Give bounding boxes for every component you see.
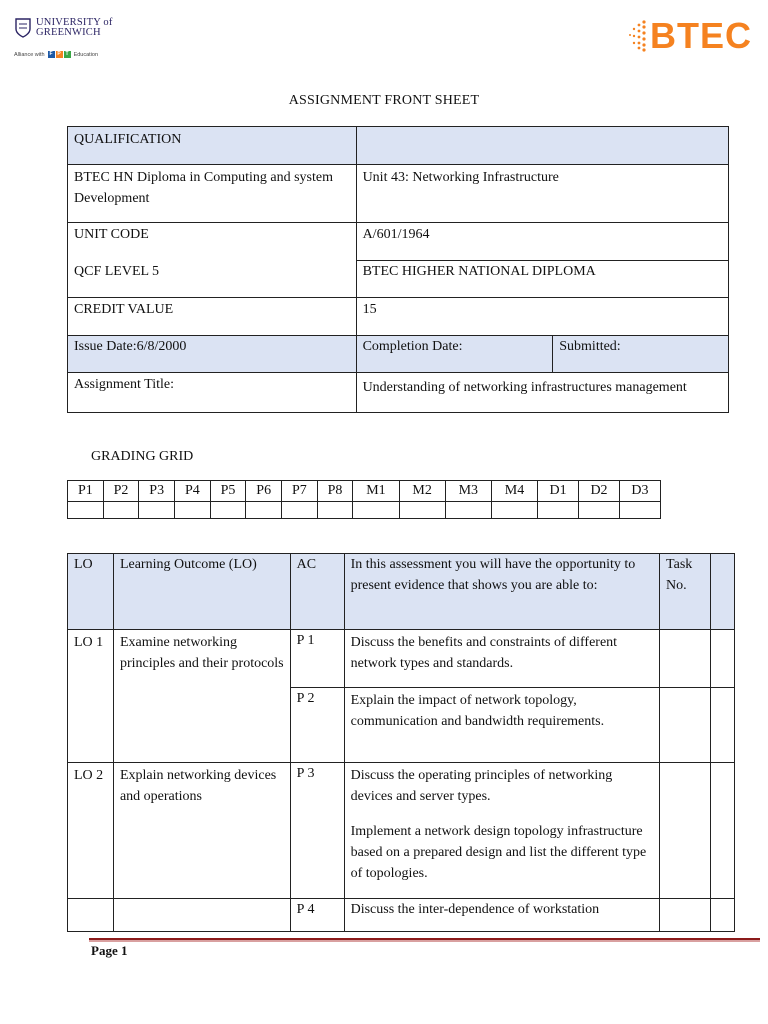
p3-cell: [344, 763, 659, 899]
grading-grid-label: GRADING GRID: [91, 449, 194, 464]
grade-cell: [282, 502, 318, 519]
fpt-letter: P: [57, 51, 61, 57]
issue-date: Issue Date:6/8/2000: [68, 336, 357, 373]
table-row: [68, 373, 729, 413]
table-row: [68, 481, 661, 502]
credit-value: 15: [356, 298, 728, 336]
btec-logo: [628, 16, 752, 56]
grade-cell: [619, 502, 660, 519]
table-row: [68, 630, 735, 688]
grade-cell: [210, 502, 246, 519]
grade-cell: [246, 502, 282, 519]
table-row: [68, 554, 735, 630]
fpt-logo: [48, 51, 71, 58]
fpt-letter: F: [49, 51, 53, 57]
learning-outcomes-table: [67, 553, 735, 932]
page-title: ASSIGNMENT FRONT SHEET: [288, 93, 480, 108]
p3-text-a: Discuss the operating principles of networking devices and server types.: [350, 768, 613, 804]
grade-header: P5: [210, 481, 246, 502]
completion-date: Completion Date:: [356, 336, 553, 373]
submitted: Submitted:: [553, 336, 729, 373]
qcf-level-label: QCF LEVEL 5: [74, 264, 160, 279]
task-cell: [660, 899, 711, 932]
grade-cell: [175, 502, 211, 519]
table-row: [68, 223, 729, 261]
lo2-outcome: Explain networking devices and operations: [113, 763, 290, 899]
qcf-level-value: BTEC HIGHER NATIONAL DIPLOMA: [356, 261, 728, 298]
grade-header: P3: [139, 481, 175, 502]
grade-header: D3: [619, 481, 660, 502]
grade-cell: [317, 502, 353, 519]
grade-header: D1: [538, 481, 579, 502]
btec-dots-icon: [628, 19, 648, 53]
grade-header: P4: [175, 481, 211, 502]
grade-cell: [68, 502, 104, 519]
table-row: [68, 336, 729, 373]
grade-cell: [579, 502, 620, 519]
footer-divider: [89, 938, 760, 940]
university-logo: [14, 16, 114, 40]
grade-cell: [103, 502, 139, 519]
unit-code-label: UNIT CODE: [74, 227, 149, 242]
qualification-value: [356, 127, 728, 165]
table-row: [68, 298, 729, 336]
unit-code-cell: [68, 223, 357, 298]
p4-text: Discuss the inter-dependence of workstation: [344, 899, 659, 932]
lo2-label: LO 2: [68, 763, 114, 899]
task-cell: [660, 763, 711, 899]
alliance-logo: [14, 51, 98, 58]
p4-label: P 4: [290, 899, 344, 932]
front-sheet-table: [67, 126, 729, 413]
blank-cell: [710, 899, 734, 932]
header-blank: [710, 554, 734, 630]
task-cell: [660, 630, 711, 688]
blank-cell: [710, 688, 734, 763]
alliance-suffix: Education: [73, 51, 99, 58]
grade-cell: [353, 502, 399, 519]
blank-cell: [710, 763, 734, 899]
qualification-label: QUALIFICATION: [68, 127, 357, 165]
p1-label: P 1: [290, 630, 344, 688]
grade-header: D2: [579, 481, 620, 502]
table-row: [68, 502, 661, 519]
table-row: [68, 763, 735, 899]
diploma-name: BTEC HN Diploma in Computing and system Development: [68, 165, 357, 223]
lo1-outcome: Examine networking principles and their protocols: [113, 630, 290, 763]
header-ac: AC: [290, 554, 344, 630]
credit-value-label: CREDIT VALUE: [68, 298, 357, 336]
grade-header: M3: [445, 481, 491, 502]
p3-text-b: Implement a network design topology infrastructure based on a prepared design and list the different type of topologies.: [350, 824, 647, 881]
assignment-title-label: Assignment Title:: [68, 373, 357, 413]
grading-grid-table: [67, 480, 661, 519]
grade-header: M4: [491, 481, 537, 502]
unit-name: Unit 43: Networking Infrastructure: [356, 165, 728, 223]
grade-header: P2: [103, 481, 139, 502]
blank-cell: [710, 630, 734, 688]
btec-wordmark: BTEC: [650, 15, 752, 56]
grade-header: P7: [282, 481, 318, 502]
header-description: In this assessment you will have the opportunity to present evidence that shows you are able to:: [344, 554, 659, 630]
grade-cell: [491, 502, 537, 519]
grade-header: P1: [68, 481, 104, 502]
p3-label: P 3: [290, 763, 344, 899]
header-learning-outcome: Learning Outcome (LO): [113, 554, 290, 630]
alliance-prefix: Alliance with: [14, 51, 45, 58]
grade-cell: [399, 502, 445, 519]
university-name-line1: UNIVERSITY of: [36, 17, 113, 28]
p1-text: Discuss the benefits and constraints of different network types and standards.: [344, 630, 659, 688]
grade-header: M2: [399, 481, 445, 502]
page-number: Page 1: [91, 943, 128, 958]
table-row: [68, 127, 729, 165]
unit-code-value: A/601/1964: [356, 223, 728, 261]
fpt-letter: T: [65, 51, 69, 57]
p2-label: P 2: [290, 688, 344, 763]
grade-header: P6: [246, 481, 282, 502]
university-crest-icon: [14, 18, 32, 38]
university-name-line2: GREENWICH: [36, 27, 101, 38]
assignment-title-value: Understanding of networking infrastructures management: [356, 373, 728, 413]
lo-blank-cell: [68, 899, 114, 932]
outcome-blank-cell: [113, 899, 290, 932]
grade-cell: [538, 502, 579, 519]
grade-cell: [139, 502, 175, 519]
task-cell: [660, 688, 711, 763]
grade-header: P8: [317, 481, 353, 502]
grade-cell: [445, 502, 491, 519]
grade-header: M1: [353, 481, 399, 502]
table-row: [68, 165, 729, 223]
table-row: [68, 899, 735, 932]
p2-text: Explain the impact of network topology, communication and bandwidth requirements.: [344, 688, 659, 763]
header-task-no: Task No.: [660, 554, 711, 630]
header-lo: LO: [68, 554, 114, 630]
lo1-label: LO 1: [68, 630, 114, 763]
